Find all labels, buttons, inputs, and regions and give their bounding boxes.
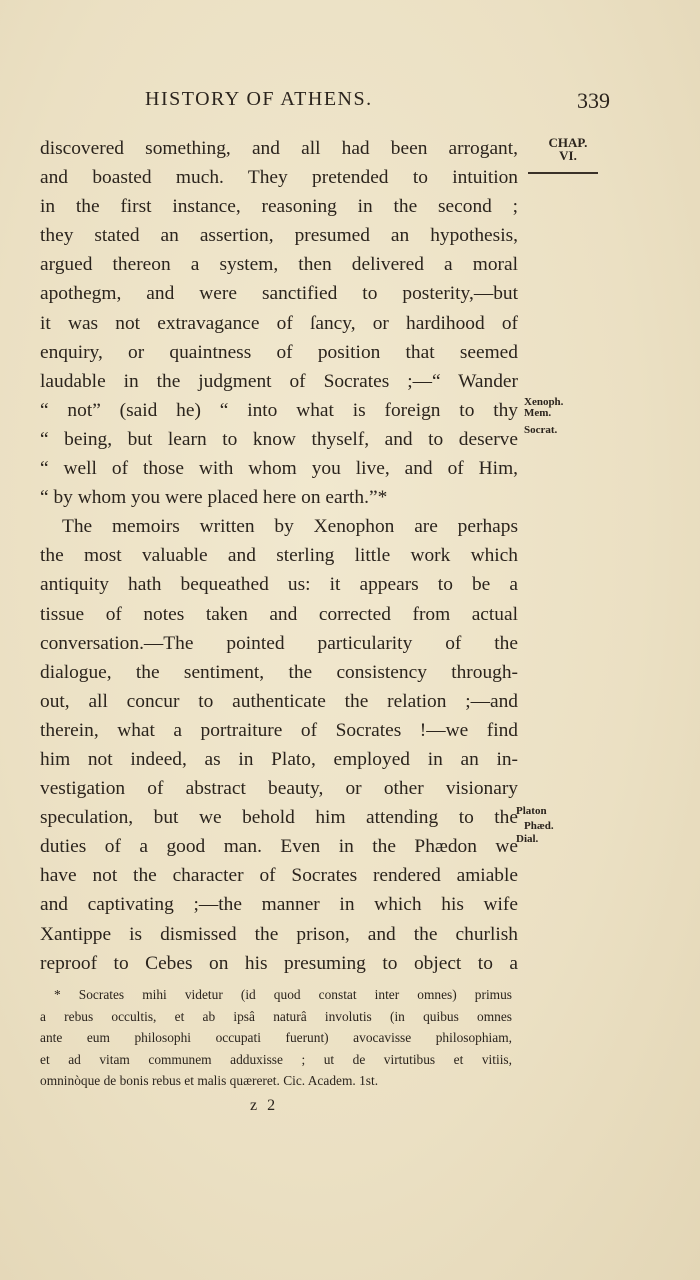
text-line: and boasted much. They pretended to intuition: [40, 167, 518, 189]
text-line: and captivating ;—the manner in which his wife: [40, 894, 518, 916]
text-line: conversation.—The pointed particularity of the: [40, 632, 518, 654]
chapter-number: VI.: [559, 148, 577, 163]
footnote-line: omninòque de bonis rebus et malis quæreret. Cic. Academ. 1st.: [40, 1073, 379, 1088]
text-line: speculation, but we behold him attending to the: [40, 807, 518, 829]
margin-note-line: Socrat.: [524, 424, 558, 436]
text-line: “ not” (said he) “ into what is foreign to thy: [40, 399, 518, 421]
text-line: it was not extravagance of ſancy, or hardihood of: [40, 312, 518, 334]
text-line: the most valuable and sterling little work which: [40, 545, 518, 567]
chapter-rule: [528, 172, 598, 174]
running-title: HISTORY OF ATHENS.: [145, 88, 373, 110]
text-line: “ well of those with whom you live, and of Him,: [40, 458, 518, 480]
text-line: vestigation of abstract beauty, or other visionary: [40, 778, 518, 800]
text-line: apothegm, and were sanctified to posterity,—but: [40, 283, 518, 305]
text-line: have not the character of Socrates rendered amiable: [40, 865, 518, 887]
footnote-line: ante eum philosophi occupati fuerunt) avocavisse philosophiam,: [40, 1030, 512, 1045]
text-line: therein, what a portraiture of Socrates !—we find: [40, 719, 518, 741]
margin-note-plato: [516, 806, 554, 845]
text-line: reproof to Cebes on his presuming to object to a: [40, 952, 518, 974]
page-number: 339: [577, 88, 610, 113]
margin-note-xenophon: [524, 397, 563, 436]
footnote-line: * Socrates mihi videtur (id quod constat inter omnes) primus: [54, 987, 512, 1002]
paragraph-start: The memoirs written by Xenophon are perhaps: [62, 516, 518, 538]
footnote-line: a rebus occultis, et ab ipsâ naturâ involutis (in quibus omnes: [40, 1008, 512, 1024]
footnote: [40, 984, 512, 1092]
text-line: “ being, but learn to know thyself, and to deserve: [40, 428, 518, 450]
text-line: tissue of notes taken and corrected from actual: [40, 603, 518, 625]
main-text: [40, 134, 518, 978]
text-line: laudable in the judgment of Socrates ;—“ Wander: [40, 370, 518, 392]
text-line: Xantippe is dismissed the prison, and the churlish: [40, 923, 518, 945]
text-line: duties of a good man. Even in the Phædon we: [40, 836, 518, 858]
text-line: antiquity hath bequeathed us: it appears to be a: [40, 574, 518, 596]
text-line: out, all concur to authenticate the relation ;—and: [40, 690, 518, 712]
page-header: [145, 88, 610, 118]
chapter-marker: [540, 136, 596, 162]
text-line: enquiry, or quaintness of position that seemed: [40, 341, 518, 363]
footnote-line: et ad vitam communem adduxisse ; ut de virtutibus et vitiis,: [40, 1051, 512, 1067]
chapter-label: CHAP.: [548, 135, 588, 150]
margin-note-line: Phæd.: [524, 820, 554, 832]
margin-note-line: Mem.: [524, 407, 552, 419]
margin-note-line: Dial.: [516, 833, 539, 845]
margin-note-line: Xenoph.: [524, 396, 564, 408]
text-line: dialogue, the sentiment, the consistency through-: [40, 661, 518, 683]
text-line: him not indeed, as in Plato, employed in an in-: [40, 748, 518, 770]
text-line: discovered something, and all had been arrogant,: [40, 138, 518, 159]
signature-mark: z 2: [250, 1097, 279, 1114]
text-line: they stated an assertion, presumed an hypothesis,: [40, 225, 518, 247]
text-line: argued thereon a system, then delivered a moral: [40, 254, 518, 276]
text-line: “ by whom you were placed here on earth.”*: [40, 487, 388, 509]
text-line: in the first instance, reasoning in the second ;: [40, 196, 518, 218]
margin-note-line: Platon: [516, 805, 547, 817]
